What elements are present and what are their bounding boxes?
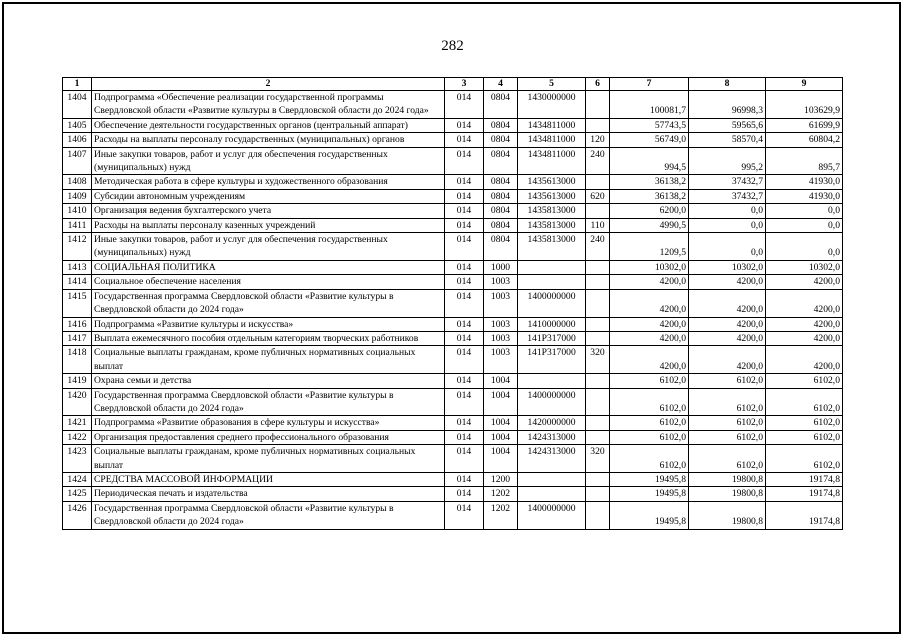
ministry-code: 014: [445, 487, 484, 501]
expense-type-code: 320: [586, 346, 610, 374]
amount-col-9: 103629,9: [766, 91, 843, 119]
expense-type-code: [586, 331, 610, 345]
table-row: [63, 346, 843, 374]
table-row: [63, 275, 843, 289]
table-row: [63, 430, 843, 444]
row-number: 1423: [63, 445, 92, 473]
table-row: [63, 445, 843, 473]
amount-col-9: 6102,0: [766, 430, 843, 444]
section-code: 1004: [484, 374, 518, 388]
target-article-code: 141P317000: [518, 346, 586, 374]
row-number: 1413: [63, 260, 92, 274]
section-code: 0804: [484, 233, 518, 261]
table-row: [63, 91, 843, 119]
amount-col-7: 4200,0: [610, 289, 689, 317]
amount-col-8: 4200,0: [689, 289, 766, 317]
amount-col-9: 4200,0: [766, 289, 843, 317]
amount-col-8: 0,0: [689, 218, 766, 232]
table-row: [63, 388, 843, 416]
expense-type-code: [586, 289, 610, 317]
ministry-code: 014: [445, 233, 484, 261]
amount-col-7: 994,5: [610, 147, 689, 175]
expense-type-code: 240: [586, 233, 610, 261]
section-code: 0804: [484, 91, 518, 119]
amount-col-8: 4200,0: [689, 346, 766, 374]
target-article-code: 1435813000: [518, 204, 586, 218]
amount-col-9: 4200,0: [766, 346, 843, 374]
page-number: 282: [441, 38, 464, 54]
amount-col-7: 4990,5: [610, 218, 689, 232]
expense-type-code: [586, 175, 610, 189]
row-name: Социальное обеспечение населения: [92, 275, 445, 289]
ministry-code: 014: [445, 346, 484, 374]
amount-col-9: 19174,8: [766, 487, 843, 501]
target-article-code: 1435613000: [518, 189, 586, 203]
amount-col-9: 6102,0: [766, 416, 843, 430]
amount-col-9: 6102,0: [766, 374, 843, 388]
amount-col-8: 10302,0: [689, 260, 766, 274]
row-name: Социальные выплаты гражданам, кроме публичных нормативных социальных выплат: [92, 346, 445, 374]
amount-col-8: 96998,3: [689, 91, 766, 119]
amount-col-9: 41930,0: [766, 175, 843, 189]
amount-col-9: 6102,0: [766, 388, 843, 416]
amount-col-7: 36138,2: [610, 189, 689, 203]
amount-col-8: 19800,8: [689, 472, 766, 486]
expense-type-code: 120: [586, 133, 610, 147]
row-name: Расходы на выплаты персоналу казенных учреждений: [92, 218, 445, 232]
section-code: 1003: [484, 346, 518, 374]
expense-type-code: [586, 487, 610, 501]
target-article-code: 1430000000: [518, 91, 586, 119]
row-name: Выплата ежемесячного пособия отдельным категориям творческих работников: [92, 331, 445, 345]
row-name: Подпрограмма «Развитие культуры и искусства»: [92, 317, 445, 331]
row-name: Государственная программа Свердловской области «Развитие культуры в Свердловской области до 2024 года»: [92, 388, 445, 416]
section-code: 0804: [484, 175, 518, 189]
row-name: Социальные выплаты гражданам, кроме публичных нормативных социальных выплат: [92, 445, 445, 473]
amount-col-9: 4200,0: [766, 317, 843, 331]
amount-col-9: 4200,0: [766, 331, 843, 345]
amount-col-8: 19800,8: [689, 487, 766, 501]
section-code: 1004: [484, 430, 518, 444]
ministry-code: 014: [445, 189, 484, 203]
amount-col-7: 57743,5: [610, 118, 689, 132]
section-code: 1004: [484, 416, 518, 430]
section-code: 0804: [484, 204, 518, 218]
row-name: Государственная программа Свердловской области «Развитие культуры в Свердловской области до 2024 года»: [92, 501, 445, 529]
table-row: [63, 501, 843, 529]
amount-col-7: 4200,0: [610, 275, 689, 289]
amount-col-8: 37432,7: [689, 189, 766, 203]
expense-type-code: [586, 374, 610, 388]
row-number: 1404: [63, 91, 92, 119]
row-number: 1417: [63, 331, 92, 345]
row-number: 1419: [63, 374, 92, 388]
column-header: 4: [484, 78, 518, 91]
target-article-code: [518, 275, 586, 289]
amount-col-7: 4200,0: [610, 317, 689, 331]
expense-type-code: 110: [586, 218, 610, 232]
section-code: 1003: [484, 275, 518, 289]
expense-type-code: 240: [586, 147, 610, 175]
table-row: [63, 218, 843, 232]
section-code: 0804: [484, 133, 518, 147]
row-name: Подпрограмма «Развитие образования в сфере культуры и искусства»: [92, 416, 445, 430]
table-row: [63, 118, 843, 132]
expense-type-code: [586, 472, 610, 486]
row-number: 1408: [63, 175, 92, 189]
section-code: 0804: [484, 147, 518, 175]
row-number: 1422: [63, 430, 92, 444]
row-number: 1424: [63, 472, 92, 486]
amount-col-8: 4200,0: [689, 331, 766, 345]
row-number: 1405: [63, 118, 92, 132]
table-row: [63, 487, 843, 501]
amount-col-7: 10302,0: [610, 260, 689, 274]
budget-table: [62, 77, 843, 530]
amount-col-7: 1209,5: [610, 233, 689, 261]
target-article-code: 1434811000: [518, 133, 586, 147]
amount-col-7: 4200,0: [610, 346, 689, 374]
expense-type-code: [586, 388, 610, 416]
amount-col-7: 6102,0: [610, 430, 689, 444]
target-article-code: 1424313000: [518, 430, 586, 444]
ministry-code: 014: [445, 331, 484, 345]
target-article-code: 1434811000: [518, 147, 586, 175]
expense-type-code: [586, 118, 610, 132]
table-row: [63, 147, 843, 175]
amount-col-7: 6102,0: [610, 416, 689, 430]
amount-col-9: 0,0: [766, 233, 843, 261]
amount-col-8: 4200,0: [689, 317, 766, 331]
row-number: 1421: [63, 416, 92, 430]
table-row: [63, 260, 843, 274]
table-row: [63, 289, 843, 317]
target-article-code: 1420000000: [518, 416, 586, 430]
row-number: 1406: [63, 133, 92, 147]
target-article-code: [518, 487, 586, 501]
row-number: 1410: [63, 204, 92, 218]
section-code: 1003: [484, 317, 518, 331]
section-code: 1202: [484, 487, 518, 501]
expense-type-code: [586, 416, 610, 430]
amount-col-7: 100081,7: [610, 91, 689, 119]
table-row: [63, 133, 843, 147]
amount-col-8: 59565,6: [689, 118, 766, 132]
row-name: Охрана семьи и детства: [92, 374, 445, 388]
amount-col-7: 6102,0: [610, 374, 689, 388]
ministry-code: 014: [445, 118, 484, 132]
section-code: 1200: [484, 472, 518, 486]
target-article-code: 1435613000: [518, 175, 586, 189]
row-number: 1414: [63, 275, 92, 289]
expense-type-code: [586, 260, 610, 274]
amount-col-7: 4200,0: [610, 331, 689, 345]
column-header: 1: [63, 78, 92, 91]
row-number: 1411: [63, 218, 92, 232]
row-number: 1415: [63, 289, 92, 317]
section-code: 1003: [484, 331, 518, 345]
amount-col-9: 61699,9: [766, 118, 843, 132]
target-article-code: 1400000000: [518, 289, 586, 317]
header-row: [63, 78, 843, 91]
amount-col-8: 6102,0: [689, 388, 766, 416]
ministry-code: 014: [445, 218, 484, 232]
target-article-code: 1400000000: [518, 501, 586, 529]
expense-type-code: 620: [586, 189, 610, 203]
amount-col-9: 10302,0: [766, 260, 843, 274]
ministry-code: 014: [445, 317, 484, 331]
column-header: 6: [586, 78, 610, 91]
ministry-code: 014: [445, 445, 484, 473]
amount-col-7: 19495,8: [610, 472, 689, 486]
amount-col-8: 37432,7: [689, 175, 766, 189]
amount-col-9: 0,0: [766, 204, 843, 218]
section-code: 1003: [484, 289, 518, 317]
ministry-code: 014: [445, 289, 484, 317]
row-name: Иные закупки товаров, работ и услуг для обеспечения государственных (муниципальных) нужд: [92, 233, 445, 261]
amount-col-8: 58570,4: [689, 133, 766, 147]
row-name: Периодическая печать и издательства: [92, 487, 445, 501]
amount-col-8: 4200,0: [689, 275, 766, 289]
amount-col-9: 19174,8: [766, 501, 843, 529]
target-article-code: [518, 472, 586, 486]
row-name: СРЕДСТВА МАССОВОЙ ИНФОРМАЦИИ: [92, 472, 445, 486]
ministry-code: 014: [445, 501, 484, 529]
amount-col-9: 4200,0: [766, 275, 843, 289]
row-number: 1420: [63, 388, 92, 416]
amount-col-9: 895,7: [766, 147, 843, 175]
ministry-code: 014: [445, 374, 484, 388]
amount-col-8: 6102,0: [689, 445, 766, 473]
row-name: Организация предоставления среднего профессионального образования: [92, 430, 445, 444]
row-name: Субсидии автономным учреждениям: [92, 189, 445, 203]
section-code: 0804: [484, 189, 518, 203]
row-name: Обеспечение деятельности государственных органов (центральный аппарат): [92, 118, 445, 132]
row-name: Государственная программа Свердловской области «Развитие культуры в Свердловской области до 2024 года»: [92, 289, 445, 317]
target-article-code: 1435813000: [518, 218, 586, 232]
column-header: 9: [766, 78, 843, 91]
table-row: [63, 175, 843, 189]
column-header: 3: [445, 78, 484, 91]
table-row: [63, 472, 843, 486]
ministry-code: 014: [445, 175, 484, 189]
target-article-code: 1424313000: [518, 445, 586, 473]
amount-col-8: 995,2: [689, 147, 766, 175]
column-header: 7: [610, 78, 689, 91]
table-row: [63, 189, 843, 203]
amount-col-7: 19495,8: [610, 487, 689, 501]
section-code: 0804: [484, 218, 518, 232]
amount-col-9: 6102,0: [766, 445, 843, 473]
row-name: Расходы на выплаты персоналу государственных (муниципальных) органов: [92, 133, 445, 147]
expense-type-code: [586, 91, 610, 119]
expense-type-code: 320: [586, 445, 610, 473]
amount-col-8: 6102,0: [689, 374, 766, 388]
section-code: 1004: [484, 388, 518, 416]
ministry-code: 014: [445, 275, 484, 289]
ministry-code: 014: [445, 204, 484, 218]
amount-col-7: 6200,0: [610, 204, 689, 218]
row-number: 1416: [63, 317, 92, 331]
row-name: Методическая работа в сфере культуры и художественного образования: [92, 175, 445, 189]
section-code: 0804: [484, 118, 518, 132]
amount-col-8: 0,0: [689, 204, 766, 218]
expense-type-code: [586, 430, 610, 444]
amount-col-9: 0,0: [766, 218, 843, 232]
table-row: [63, 374, 843, 388]
row-number: 1418: [63, 346, 92, 374]
amount-col-8: 0,0: [689, 233, 766, 261]
target-article-code: [518, 374, 586, 388]
expense-type-code: [586, 501, 610, 529]
expense-type-code: [586, 275, 610, 289]
row-number: 1412: [63, 233, 92, 261]
target-article-code: [518, 260, 586, 274]
section-code: 1000: [484, 260, 518, 274]
amount-col-8: 6102,0: [689, 416, 766, 430]
row-number: 1426: [63, 501, 92, 529]
amount-col-8: 19800,8: [689, 501, 766, 529]
table-row: [63, 317, 843, 331]
column-header: 5: [518, 78, 586, 91]
row-number: 1409: [63, 189, 92, 203]
ministry-code: 014: [445, 133, 484, 147]
target-article-code: 1434811000: [518, 118, 586, 132]
target-article-code: 1410000000: [518, 317, 586, 331]
table-row: [63, 204, 843, 218]
amount-col-9: 60804,2: [766, 133, 843, 147]
ministry-code: 014: [445, 416, 484, 430]
column-header: 8: [689, 78, 766, 91]
section-code: 1004: [484, 445, 518, 473]
amount-col-7: 19495,8: [610, 501, 689, 529]
ministry-code: 014: [445, 260, 484, 274]
row-name: СОЦИАЛЬНАЯ ПОЛИТИКА: [92, 260, 445, 274]
amount-col-7: 36138,2: [610, 175, 689, 189]
row-name: Иные закупки товаров, работ и услуг для обеспечения государственных (муниципальных) нужд: [92, 147, 445, 175]
table-row: [63, 233, 843, 261]
expense-type-code: [586, 317, 610, 331]
amount-col-9: 19174,8: [766, 472, 843, 486]
amount-col-9: 41930,0: [766, 189, 843, 203]
row-number: 1425: [63, 487, 92, 501]
expense-type-code: [586, 204, 610, 218]
target-article-code: 141P317000: [518, 331, 586, 345]
table-row: [63, 416, 843, 430]
amount-col-7: 56749,0: [610, 133, 689, 147]
row-name: Подпрограмма «Обеспечение реализации государственной программы Свердловской области «Развитие культуры в Свердловской области до 2024 года»: [92, 91, 445, 119]
amount-col-8: 6102,0: [689, 430, 766, 444]
target-article-code: 1400000000: [518, 388, 586, 416]
ministry-code: 014: [445, 430, 484, 444]
row-number: 1407: [63, 147, 92, 175]
ministry-code: 014: [445, 147, 484, 175]
table-row: [63, 331, 843, 345]
target-article-code: 1435813000: [518, 233, 586, 261]
section-code: 1202: [484, 501, 518, 529]
ministry-code: 014: [445, 388, 484, 416]
ministry-code: 014: [445, 472, 484, 486]
row-name: Организация ведения бухгалтерского учета: [92, 204, 445, 218]
amount-col-7: 6102,0: [610, 388, 689, 416]
column-header: 2: [92, 78, 445, 91]
ministry-code: 014: [445, 91, 484, 119]
amount-col-7: 6102,0: [610, 445, 689, 473]
